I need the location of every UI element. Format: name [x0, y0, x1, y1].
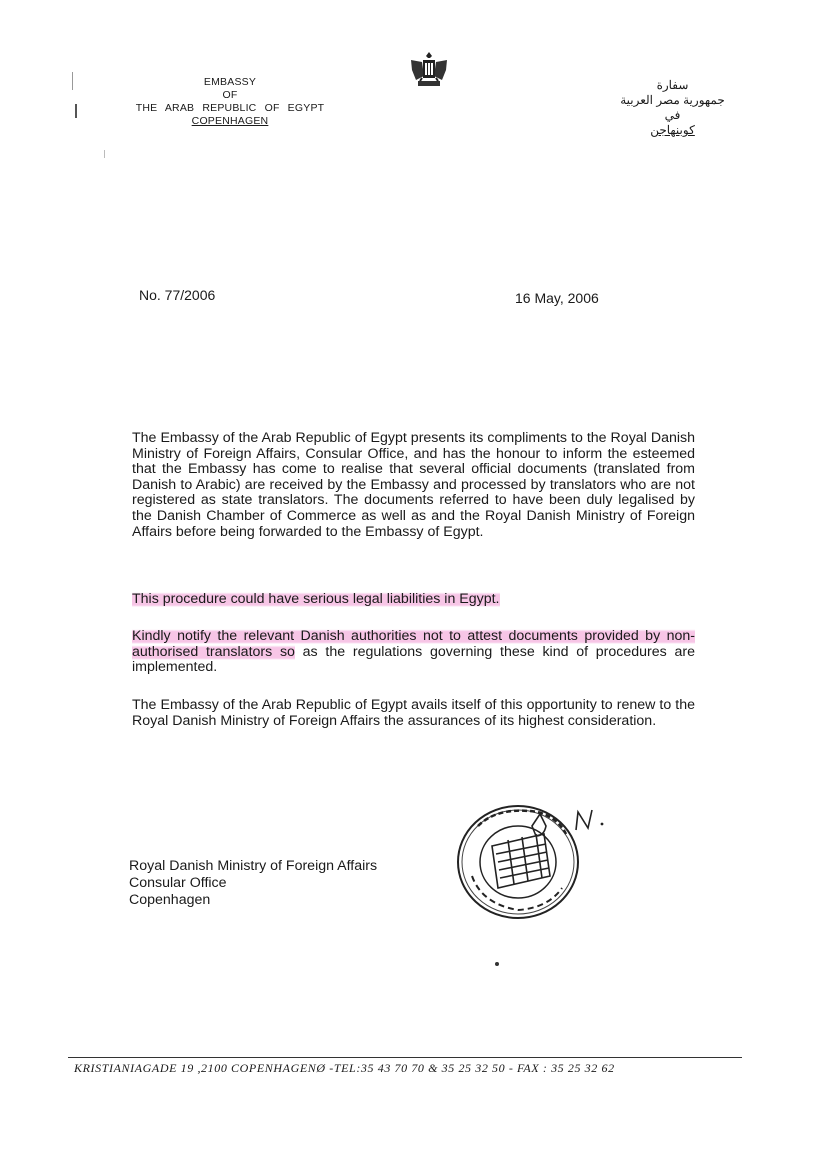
letterhead-ar-line3: في — [664, 108, 681, 122]
footer-address: KRISTIANIAGADE 19 ,2100 COPENHAGENØ -TEL:35 43 70 70 & 35 25 32 50 - FAX : 35 25 32 62 — [74, 1061, 615, 1075]
signature-icon — [572, 806, 622, 836]
letterhead-line-country: THE ARAB REPUBLIC OF EGYPT — [135, 102, 325, 114]
footer-rule — [68, 1057, 742, 1058]
letterhead-line-city: COPENHAGEN — [191, 115, 269, 127]
addressee-line-2: Consular Office — [129, 875, 227, 891]
letterhead-arabic — [610, 78, 735, 138]
body-paragraph-3 — [132, 629, 695, 676]
body-paragraph-4: The Embassy of the Arab Republic of Egypt avails itself of this opportunity to renew to the Royal Danish Ministry of Foreign Affairs the assurances of its highest consideration. — [132, 697, 695, 729]
scan-mark — [75, 104, 77, 118]
letterhead-ar-line4: كوبنهاجن — [650, 123, 695, 137]
letterhead-ar-line1: سفارة — [656, 78, 689, 92]
highlighted-text: Kindly notify the relevant Danish authorities not to attest documents provided by non-authorised translators so — [132, 628, 695, 660]
letterhead-line-of: OF — [222, 89, 238, 101]
letterhead-ar-line2: جمهورية مصر العربية — [620, 93, 725, 107]
addressee-line-3: Copenhagen — [129, 892, 211, 908]
body-paragraph-3-rest: as the regulations governing these kind of procedures are implemented. — [132, 643, 695, 676]
eagle-emblem-icon — [408, 50, 450, 90]
letterhead-english — [110, 76, 350, 128]
highlighted-text: This procedure could have serious legal liabilities in Egypt. — [132, 591, 500, 607]
ink-dot — [495, 962, 499, 966]
body-paragraph-2 — [132, 592, 695, 608]
scan-mark — [72, 72, 73, 90]
addressee-block — [129, 858, 377, 909]
scan-mark — [104, 150, 105, 158]
body-paragraph-1: The Embassy of the Arab Republic of Egypt presents its compliments to the Royal Danish Ministry of Foreign Affairs, Consular Office, and has the honour to inform the esteemed that the Embassy has come to realise that several official documents (translated from Danish to Arabic) are received by the Embassy and processed by translators who are not registered as state translators. The documents referred to have been duly legalised by the Danish Chamber of Commerce as well as and the Royal Danish Ministry of Foreign Affairs before being forwarded to the Embassy of Egypt. — [132, 430, 695, 540]
addressee-line-1: Royal Danish Ministry of Foreign Affairs — [129, 858, 378, 874]
letter-date: 16 May, 2006 — [515, 290, 599, 306]
reference-number: No. 77/2006 — [139, 287, 216, 303]
letterhead-line-embassy: EMBASSY — [203, 76, 257, 88]
embassy-seal-icon — [448, 796, 588, 926]
